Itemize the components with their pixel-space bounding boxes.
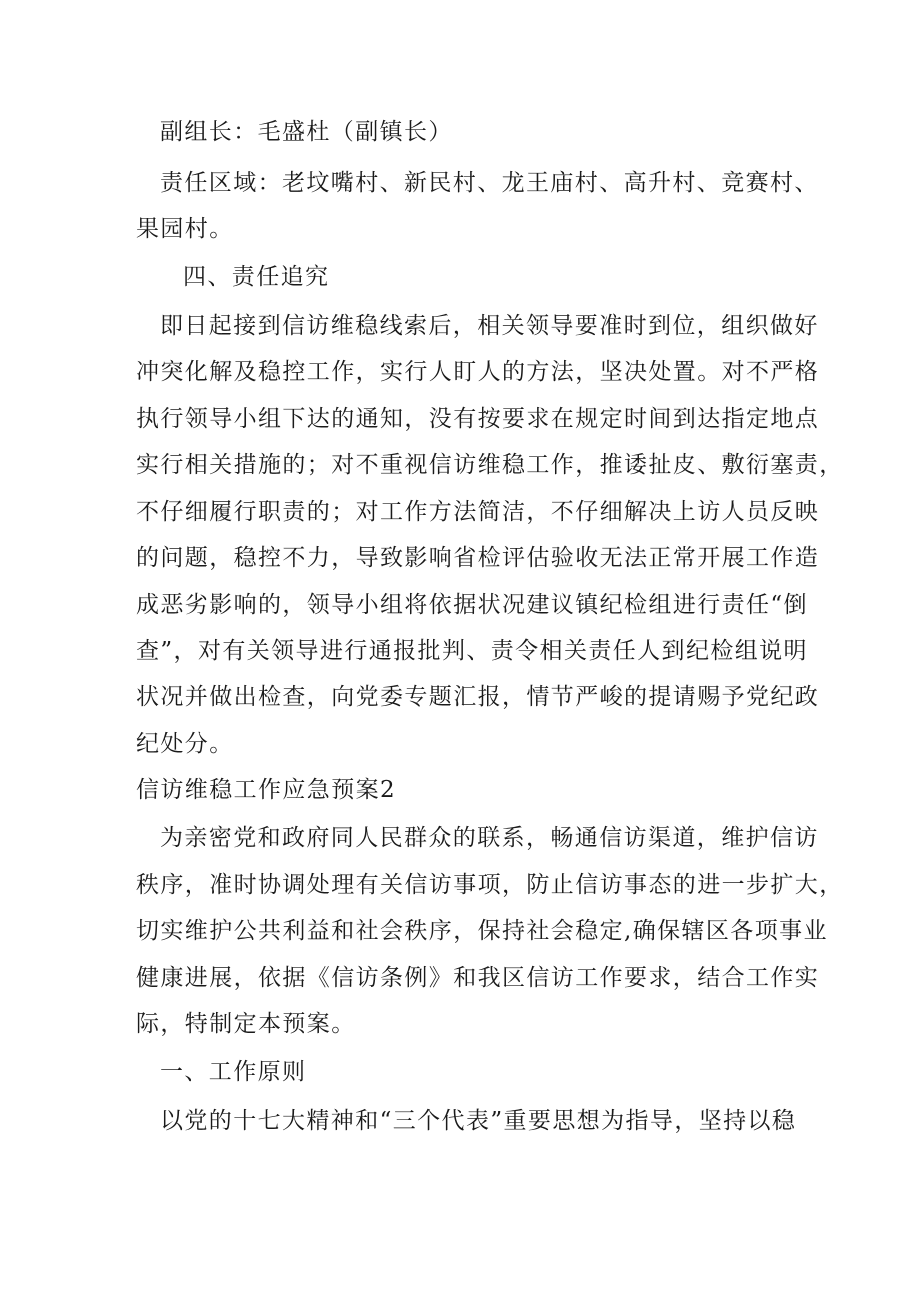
text-line: 以党的十七大精神和“三个代表”重要思想为指导，坚持以稳 [160,1108,797,1134]
text-line: 实行相关措施的；对不重视信访维稳工作，推诿扯皮、敷衍塞责， [136,452,844,478]
text-line: 成恶劣影响的，领导小组将依据状况建议镇纪检组进行责任“倒 [136,592,808,618]
text-line: 际，特制定本预案。 [136,1011,356,1037]
text-line: 纪处分。 [136,731,234,757]
text-line: 果园村。 [136,216,234,242]
text-line: 执行领导小组下达的通知，没有按要求在规定时间到达指定地点 [136,406,820,432]
text-line: 冲突化解及稳控工作，实行人盯人的方法，坚决处置。对不严格 [136,359,820,385]
text-line: 秩序，准时协调处理有关信访事项，防止信访事态的进一步扩大， [136,872,844,898]
section-heading: 四、责任追究 [183,264,330,290]
text-line: 状况并做出检查，向党委专题汇报，情节严峻的提请赐予党纪政 [136,684,820,710]
text-line: 健康进展，依据《信访条例》和我区信访工作要求，结合工作实 [136,965,820,991]
text-line: 即日起接到信访维稳线索后，相关领导要准时到位，组织做好 [160,313,819,339]
document-title: 信访维稳工作应急预案2 [136,777,397,803]
text-line: 副组长：毛盛杜（副镇长） [160,119,453,145]
text-line: 不仔细履行职责的；对工作方法简洁，不仔细解决上访人员反映 [136,499,820,525]
section-heading: 一、工作原则 [160,1059,307,1085]
text-line: 责任区域：老坟嘴村、新民村、龙王庙村、高升村、竞赛村、 [160,170,819,196]
text-line: 切实维护公共利益和社会秩序，保持社会稳定,确保辖区各项事业 [136,918,828,944]
text-line: 为亲密党和政府同人民群众的联系，畅通信访渠道，维护信访 [160,825,819,851]
text-line: 的问题，稳控不力，导致影响省检评估验收无法正常开展工作造 [136,545,820,571]
text-line: 查”，对有关领导进行通报批判、责令相关责任人到纪检组说明 [136,638,808,664]
